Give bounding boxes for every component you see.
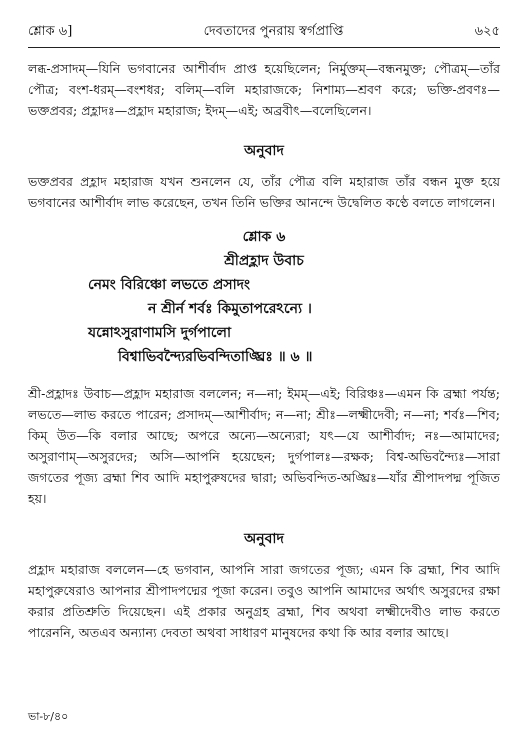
translation-verse-6: প্রহ্লাদ মহারাজ বললেন—হে ভগবান, আপনি সারা জগতের পূজ্য; এমন কি ব্রহ্মা, শিব আদি মহাপুরুষেরাও আপনার শ্রীপাদপদ্মের পূজা করেন। তবুও আপনি আমাদের অর্থাৎ অসুরদের রক্ষা করার প্রতিশ্রুতি দিয়েছেন। এই প্রকার অনুগ্রহ ব্রহ্মা, শিব অথবা লক্ষ্মীদেবীও লাভ করতে পারেননি, অতএব অন্যান্য দেবতা অথবা সাধারণ মানুষদের কথা কি আর বলার আছে।: [28, 562, 500, 640]
header-verse-ref: শ্লোক ৬]: [28, 24, 73, 39]
verse-block: [28, 225, 500, 369]
translation-previous: ভক্তপ্রবর প্রহ্লাদ মহারাজ যখন শুনলেন যে, তাঁর পৌত্র বলি মহারাজ তাঁর বন্ধন মুক্ত হয়ে ভগবানের আশীর্বাদ লাভ করেছেন, তখন তিনি ভক্তির আনন্দে উদ্বেলিত কণ্ঠে বলতে লাগলেন।: [28, 174, 500, 210]
synonyms-previous: লব্ধ-প্রসাদম্—যিনি ভগবানের আশীর্বাদ প্রাপ্ত হয়েছিলেন; নির্মুক্তম্—বন্ধনমুক্ত; পৌত্রম্—তাঁর পৌত্র; বংশ-ধরম্—বংশধর; বলিম্—বলি মহারাজকে; নিশাম্য—শ্রবণ করে; ভক্তি-প্রবণঃ—ভক্তপ্রবর; প্রহ্লাদঃ—প্রহ্লাদ মহারাজ; ইদম্—এই; অব্রবীৎ—বলেছিলেন।: [28, 61, 500, 118]
page: [28, 22, 500, 643]
page-number: ৬২৫: [474, 24, 500, 39]
verse-number: শ্লোক ৬: [242, 229, 286, 245]
footer-signature: ভা-৮/৪০: [28, 710, 69, 723]
synonyms-verse-6: শ্রী-প্রহ্লাদঃ উবাচ—প্রহ্লাদ মহারাজ বললেন; ন—না; ইমম্—এই; বিরিঞ্চঃ—এমন কি ব্রহ্মা পর্যন্ত; লভতে—লাভ করতে পারেন; প্রসাদম্—আশীর্বাদ; ন—না; শ্রীঃ—লক্ষ্মীদেবী; ন—না; শর্বঃ—শিব; কিম্ উত—কি বলার আছে; অপরে অন্যে—অন্যেরা; যৎ—যে আশীর্বাদ; নঃ—আমাদের; অসুরাণাম্—অসুরদের; অসি—আপনি হয়েছেন; দুর্গপালঃ—রক্ষক; বিশ্ব-অভিবন্দ্যৈঃ—সারা জগতের পূজ্য ব্রহ্মা শিব আদি মহাপুরুষদের দ্বারা; অভিবন্দিত-অঙ্ঘ্রিঃ—যাঁর শ্রীপাদপদ্ম পূজিত হয়।: [28, 386, 500, 506]
translation-heading-verse-6: অনুবাদ: [244, 531, 284, 547]
translation-heading: অনুবাদ: [244, 143, 284, 159]
running-header: [28, 22, 500, 48]
verse-line-2: ন শ্রীর্ন শর্বঃ কিমুতাপরেঽন্যে ।: [148, 301, 312, 317]
header-chapter-title: দেবতাদের পুনরায় স্বর্গপ্রাপ্তি: [203, 24, 344, 39]
verse-line-3: যন্নোঽসুরাণামসি দুর্গপালো: [88, 325, 231, 341]
verse-speaker: শ্রীপ্রহ্লাদ উবাচ: [224, 253, 304, 269]
verse-line-4: বিশ্বাভিবন্দ্যৈরভিবন্দিতাঙ্ঘ্রিঃ ॥ ৬ ॥: [118, 349, 313, 365]
verse-line-1: নেমং বিরিঞ্চো লভতে প্রসাদং: [88, 277, 251, 293]
